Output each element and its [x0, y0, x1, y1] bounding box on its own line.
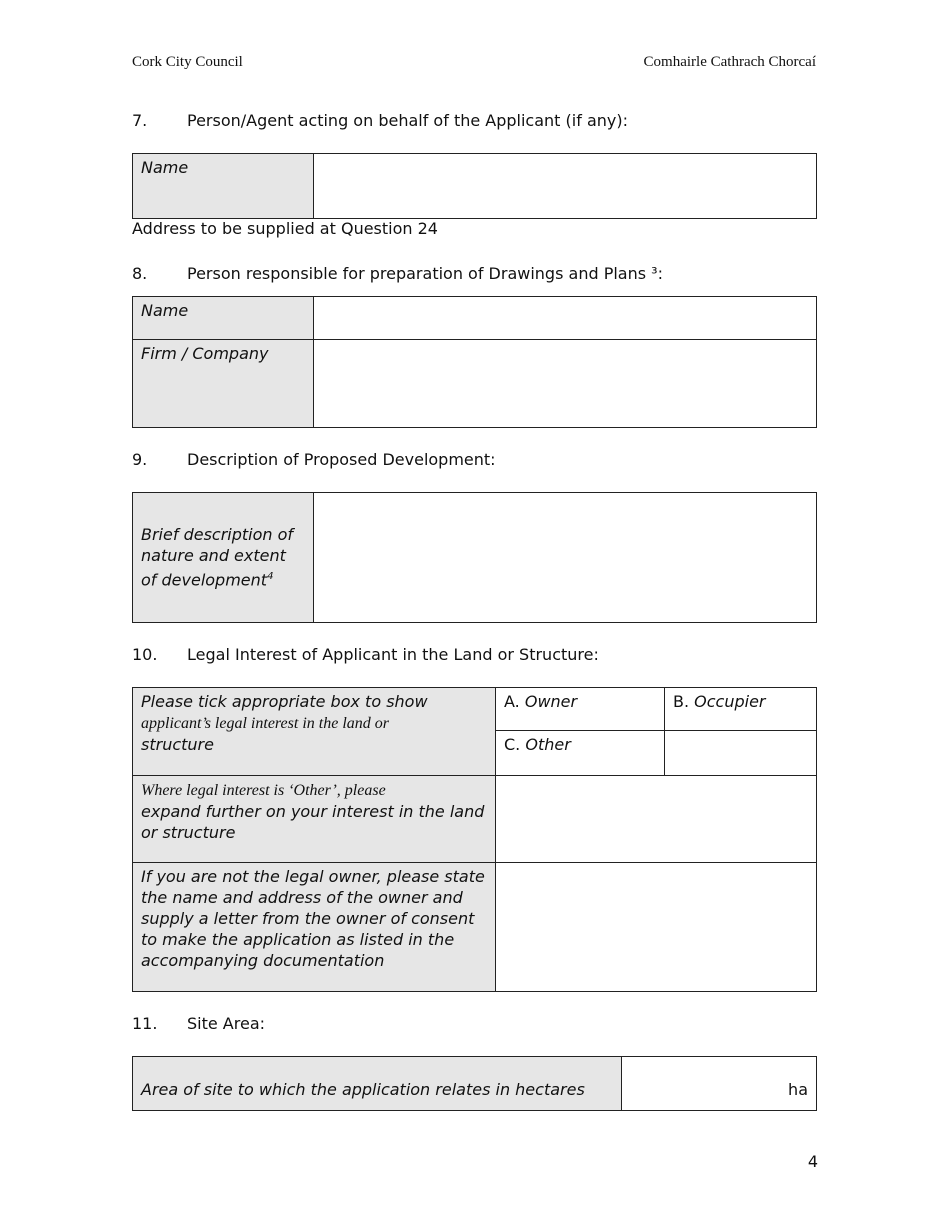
question-number: 7. — [132, 111, 148, 130]
tick-instruction-label — [133, 688, 496, 776]
option-occupier[interactable] — [665, 688, 817, 731]
agent-table — [132, 153, 817, 219]
question-title: Person/Agent acting on behalf of the Applicant (if any): — [187, 111, 628, 130]
header-council-name-irish: Comhairle Cathrach Chorcaí — [643, 54, 816, 70]
question-number: 8. — [132, 264, 148, 283]
legal-interest-table — [132, 687, 817, 992]
question-title: Description of Proposed Development: — [187, 450, 496, 469]
option-owner-label: Owner — [524, 692, 578, 711]
option-other[interactable] — [496, 731, 665, 776]
question-number: 11. — [132, 1014, 158, 1033]
drawer-name-field[interactable] — [314, 297, 817, 340]
description-table — [132, 492, 817, 623]
page-number: 4 — [807, 1152, 818, 1171]
question-title: Site Area: — [187, 1014, 266, 1033]
other-interest-field[interactable] — [496, 776, 817, 863]
tick-instruction-line-2: applicant’s legal interest in the land or — [141, 715, 389, 732]
option-owner[interactable] — [496, 688, 665, 731]
option-letter: C. — [504, 735, 521, 754]
firm-company-field[interactable] — [314, 340, 817, 428]
owner-consent-label: If you are not the legal owner, please state the name and address of the owner and supply a letter from the owner of consent to make the application as listed in the accompanying documentation — [133, 863, 496, 992]
footnote-marker: 4 — [267, 571, 274, 583]
question-title: Person responsible for preparation of Drawings and Plans ³: — [187, 264, 663, 283]
option-blank-box[interactable] — [665, 731, 817, 776]
header-council-name: Cork City Council — [132, 54, 243, 70]
tick-instruction-line-3: structure — [141, 735, 214, 754]
site-area-field[interactable] — [622, 1057, 817, 1111]
other-interest-line-2: expand further on your interest in the land or structure — [141, 802, 485, 842]
description-label-text: Brief description of nature and extent of development — [141, 525, 294, 590]
owner-consent-field[interactable] — [496, 863, 817, 992]
site-area-label: Area of site to which the application relates in hectares — [133, 1057, 622, 1111]
question-title: Legal Interest of Applicant in the Land or Structure: — [187, 645, 599, 664]
description-label — [133, 493, 314, 623]
agent-name-label: Name — [133, 154, 314, 219]
firm-company-label: Firm / Company — [133, 340, 314, 428]
question-number: 10. — [132, 645, 158, 664]
option-occupier-label: Occupier — [694, 692, 766, 711]
hectare-unit: ha — [788, 1079, 808, 1099]
agent-name-field[interactable] — [314, 154, 817, 219]
site-area-table — [132, 1056, 817, 1111]
tick-instruction-line-1: Please tick appropriate box to show — [141, 692, 428, 711]
drawings-table — [132, 296, 817, 428]
question-number: 9. — [132, 450, 148, 469]
option-letter: A. — [504, 692, 520, 711]
other-interest-line-1: Where legal interest is ‘Other’, please — [141, 782, 386, 799]
option-other-label: Other — [525, 735, 571, 754]
option-letter: B. — [673, 692, 690, 711]
address-note: Address to be supplied at Question 24 — [132, 219, 438, 238]
description-field[interactable] — [314, 493, 817, 623]
other-interest-label — [133, 776, 496, 863]
drawer-name-label: Name — [133, 297, 314, 340]
